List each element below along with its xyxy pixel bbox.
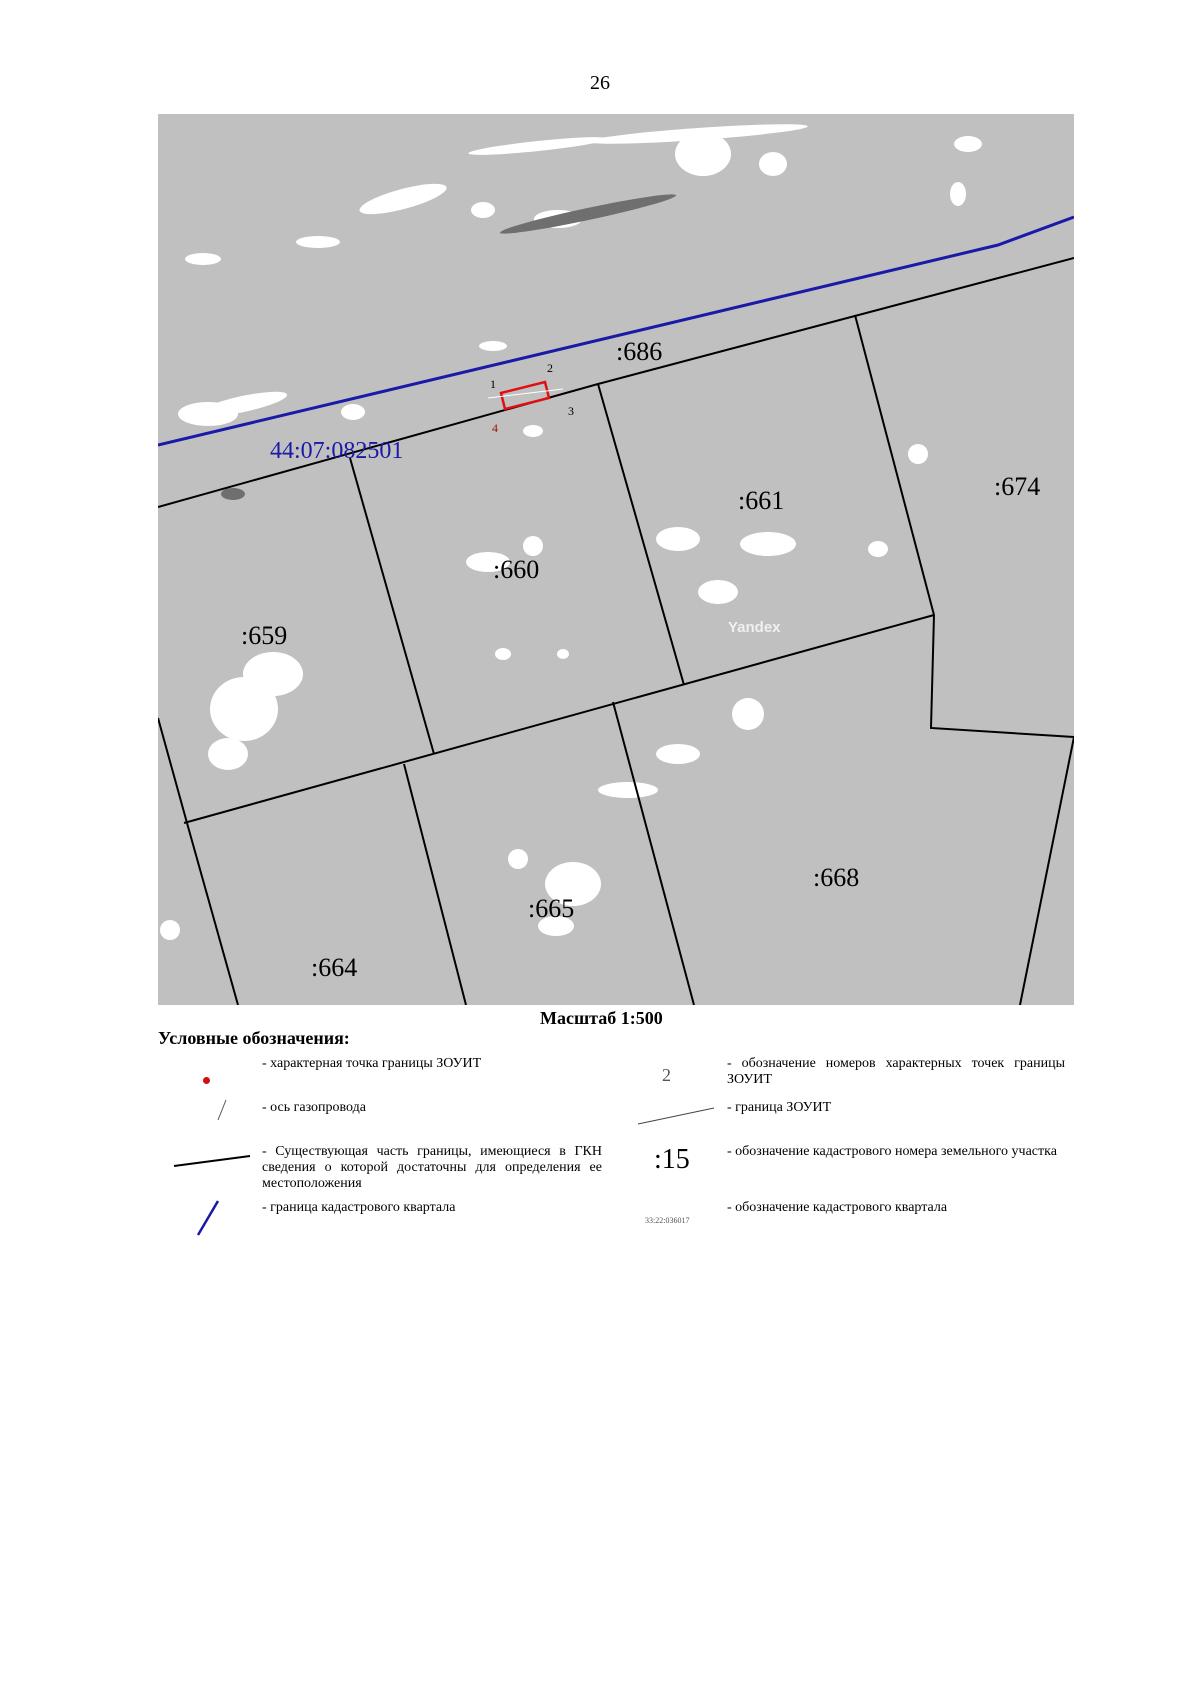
zone-boundary-icon bbox=[636, 1104, 716, 1128]
parcel-label-661: :661 bbox=[738, 486, 785, 515]
legend-text-pipeline: - ось газопровода bbox=[262, 1100, 366, 1115]
quarter-boundary bbox=[158, 217, 1074, 445]
red-point-icon bbox=[203, 1077, 210, 1084]
legend-text-point-number: - обозначение номеров характерных точек границы ЗОУИТ bbox=[727, 1056, 1065, 1087]
legend-symbol-quarter-number: 33:22:036017 bbox=[645, 1216, 690, 1225]
legend-symbol-parcel-number: :15 bbox=[654, 1144, 690, 1175]
parcel-label-686: :686 bbox=[616, 337, 663, 366]
point-number-1: 1 bbox=[490, 377, 496, 391]
cadastral-map[interactable] bbox=[158, 114, 1074, 1005]
parcel-label-674: :674 bbox=[994, 472, 1041, 501]
parcel-label-665: :665 bbox=[528, 894, 575, 923]
imagery-features bbox=[160, 120, 982, 940]
quarter-boundary-icon bbox=[194, 1197, 224, 1239]
pipeline-axis-icon bbox=[214, 1096, 234, 1124]
map-drawing bbox=[158, 114, 1074, 1005]
parcel-label-668: :668 bbox=[813, 863, 860, 892]
quarter-label: 44:07:082501 bbox=[270, 438, 404, 464]
legend-text-parcel-number: - обозначение кадастрового номера земельного участка bbox=[727, 1144, 1057, 1159]
parcel-labels bbox=[241, 337, 1040, 982]
legend-text-zone-boundary: - граница ЗОУИТ bbox=[727, 1100, 832, 1115]
parcel-label-659: :659 bbox=[241, 621, 288, 650]
existing-boundary-icon bbox=[172, 1150, 252, 1174]
yandex-watermark: Yandex bbox=[728, 619, 781, 636]
point-number-3: 3 bbox=[568, 404, 574, 418]
parcel-boundaries bbox=[158, 258, 1074, 1005]
point-number-4: 4 bbox=[492, 421, 498, 435]
parcel-label-664: :664 bbox=[311, 953, 358, 982]
legend-symbol-point-number: 2 bbox=[662, 1065, 671, 1085]
map-scale: Масштаб 1:500 bbox=[540, 1008, 663, 1028]
legend-title: Условные обозначения: bbox=[158, 1028, 350, 1048]
parcel-label-660: :660 bbox=[493, 555, 540, 584]
point-number-2: 2 bbox=[547, 361, 553, 375]
legend-text-existing-boundary: - Существующая часть границы, имеющиеся в ГКН сведения о которой достаточны для определения ее местоположения bbox=[262, 1144, 602, 1191]
legend-text-quarter-number: - обозначение кадастрового квартала bbox=[727, 1200, 948, 1215]
page-number: 26 bbox=[590, 72, 610, 94]
legend-text-point: - характерная точка границы ЗОУИТ bbox=[262, 1056, 482, 1071]
legend-text-quarter-boundary: - граница кадастрового квартала bbox=[262, 1200, 456, 1215]
